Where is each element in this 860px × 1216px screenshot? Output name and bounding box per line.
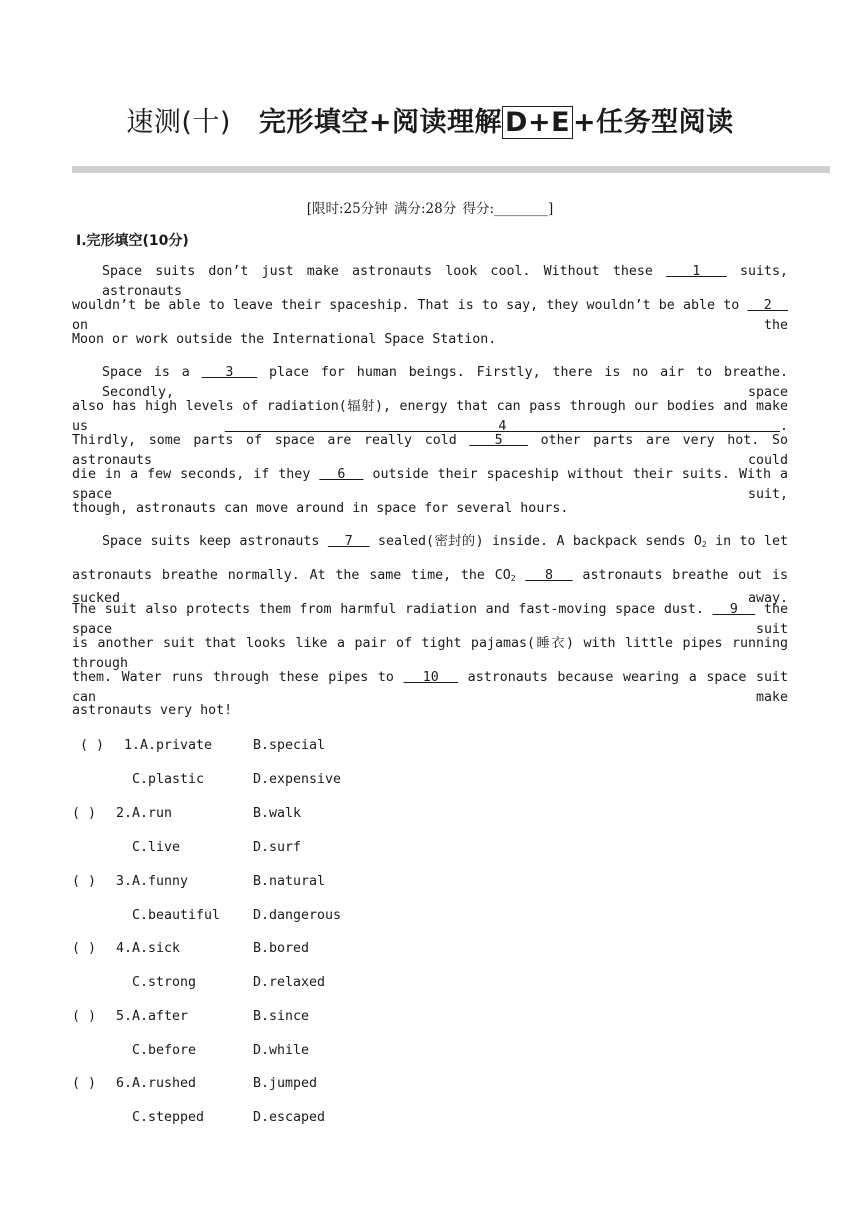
passage-line: is another suit that looks like a pair of tight pajamas(睡衣) with little pipes running through	[72, 635, 788, 671]
question-3-option-d: D.dangerous	[253, 908, 342, 923]
question-1-option-d: D.expensive	[253, 772, 342, 787]
question-5-option-d: D.while	[253, 1043, 310, 1058]
question-4-option-b: B.bored	[253, 941, 310, 956]
question-5-option-c: C.before	[132, 1043, 197, 1058]
passage-line: Space suits don’t just make astronauts look cool. Without these 1 suits, astronauts	[102, 264, 788, 299]
question-1-option-a: A.private	[140, 738, 213, 753]
blank-5: 5	[469, 432, 528, 448]
passage-line: Space is a 3 place for human beings. Firstly, there is no air to breathe. Secondly, space	[102, 365, 788, 401]
passage-line: them. Water runs through these pipes to 10 astronauts because wearing a space suit can make	[72, 669, 788, 705]
blank-7: 7	[327, 534, 370, 550]
passage-line: also has high levels of radiation(辐射), energy that can pass through our bodies and make us 4 .	[72, 399, 788, 435]
question-1-bracket: ( )	[80, 738, 105, 753]
passage-line: though, astronauts can move around in space for several hours.	[72, 500, 569, 516]
question-6-option-d: D.escaped	[253, 1110, 326, 1125]
question-2-bracket: ( )	[72, 806, 97, 821]
passage-line: Moon or work outside the International Space Station.	[72, 331, 497, 347]
question-6-option-a: A.rushed	[132, 1076, 197, 1091]
blank-3: 3	[201, 365, 258, 381]
question-5-option-b: B.since	[253, 1009, 310, 1024]
passage-line: astronauts very hot!	[72, 703, 233, 719]
blank-4: 4	[224, 419, 780, 435]
question-2-option-b: B.walk	[253, 806, 302, 821]
question-3-option-c: C.beautiful	[132, 908, 221, 923]
question-5-option-a: A.after	[132, 1009, 189, 1024]
question-4-option-d: D.relaxed	[253, 975, 326, 990]
question-2-option-d: D.surf	[253, 840, 302, 855]
section-title: Ⅰ.完形填空(10分)	[76, 233, 189, 249]
question-1-option-c: C.plastic	[132, 772, 205, 787]
question-1-number: 1.	[124, 738, 141, 753]
blank-1: 1	[666, 264, 727, 279]
question-5-number: 5.	[116, 1009, 133, 1024]
passage-line: wouldn’t be able to leave their spaceship. That is to say, they wouldn’t be able to 2 on the	[72, 297, 788, 333]
blank-6: 6	[319, 466, 364, 482]
title-lead: 速测(十)	[126, 107, 231, 138]
time-score-limits: [限时:25分钟 满分:28分 得分:________]	[306, 201, 554, 217]
blank-10: 10	[403, 669, 459, 685]
question-3-option-a: A.funny	[132, 874, 189, 889]
title-divider	[72, 166, 830, 173]
passage-line: die in a few seconds, if they 6 outside their spaceship without their suits. With a space suit,	[72, 466, 788, 502]
question-6-bracket: ( )	[72, 1076, 97, 1091]
title-boxed: D+E	[502, 106, 573, 139]
passage-line: The suit also protects them from harmful radiation and fast-moving space dust. 9 the space suit	[72, 601, 788, 637]
passage-line: Space suits keep astronauts 7 sealed(密封的) inside. A backpack sends $O_2$ in to let	[102, 534, 789, 550]
question-2-option-c: C.live	[132, 840, 181, 855]
question-2-number: 2.	[116, 806, 133, 821]
question-4-option-c: C.strong	[132, 975, 197, 990]
question-1-option-b: B.special	[253, 738, 326, 753]
blank-9: 9	[712, 601, 756, 617]
question-6-option-c: C.stepped	[132, 1110, 205, 1125]
question-3-option-b: B.natural	[253, 874, 326, 889]
question-6-number: 6.	[116, 1076, 133, 1091]
passage-line: Thirdly, some parts of space are really cold 5 other parts are very hot. So astronauts could	[72, 432, 788, 468]
question-4-option-a: A.sick	[132, 941, 181, 956]
cloze-passage	[72, 262, 788, 735]
question-6-option-b: B.jumped	[253, 1076, 318, 1091]
question-4-number: 4.	[116, 941, 133, 956]
question-2-option-a: A.run	[132, 806, 173, 821]
title-part2: +任务型阅读	[573, 107, 734, 138]
question-5-bracket: ( )	[72, 1009, 97, 1024]
question-3-number: 3.	[116, 874, 133, 889]
title-part1: 完形填空+阅读理解	[258, 107, 503, 138]
passage-line: astronauts breathe normally. At the same time, the $CO_2$ 8 astronauts breathe out is sucked away.	[72, 568, 788, 607]
blank-2: 2	[747, 297, 788, 313]
blank-8: 8	[525, 568, 573, 584]
page-title	[0, 100, 860, 139]
question-3-bracket: ( )	[72, 874, 97, 889]
question-4-bracket: ( )	[72, 941, 97, 956]
